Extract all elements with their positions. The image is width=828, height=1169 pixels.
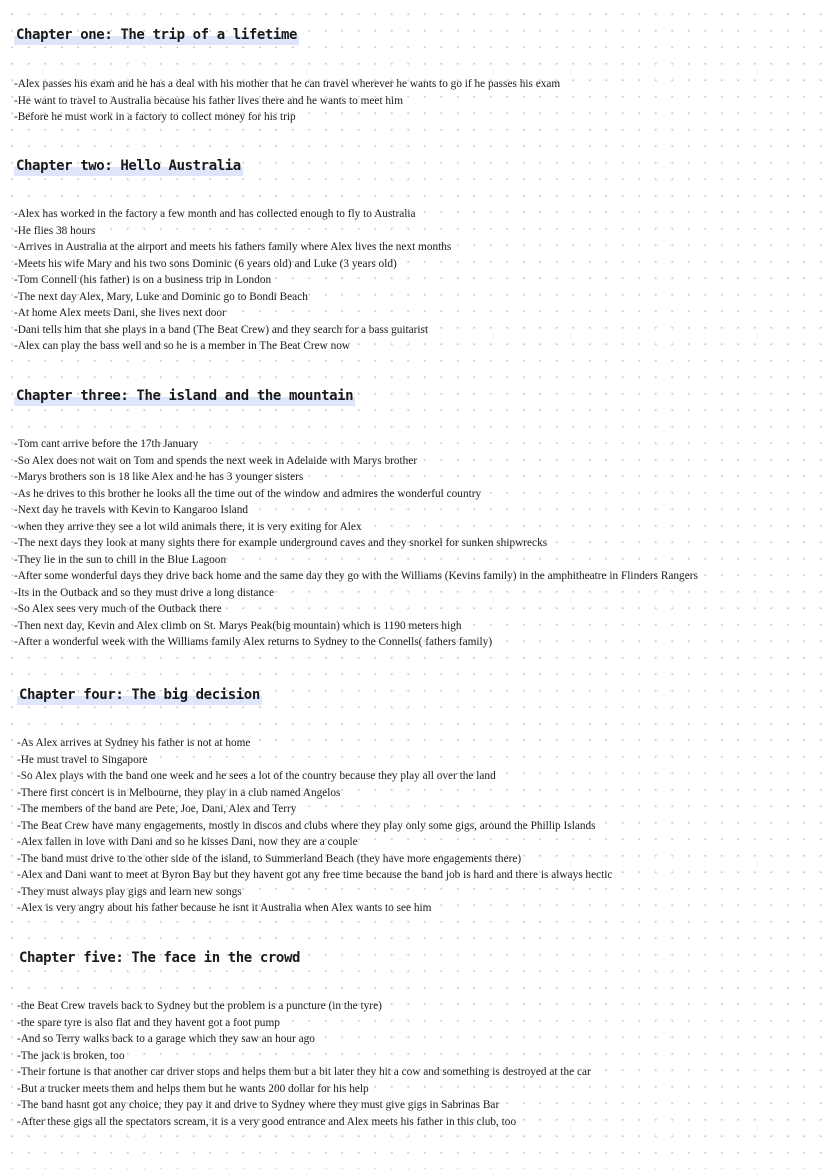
note-line: -As Alex arrives at Sydney his father is not at home — [17, 737, 251, 749]
note-line: -Alex and Dani want to meet at Byron Bay but they havent got any free time because the band job is hard and there is always hectic — [17, 869, 613, 881]
note-line: -So Alex plays with the band one week and he sees a lot of the country because they play all over the land — [17, 770, 496, 782]
note-line: -Before he must work in a factory to collect money for his trip — [14, 111, 296, 123]
chapter-five — [17, 948, 817, 1128]
note-line: -The next day Alex, Mary, Luke and Dominic go to Bondi Beach — [14, 290, 308, 303]
note-line: -Tom Connell (his father) is on a business trip in London — [14, 274, 272, 286]
note-line: -They lie in the sun to chill in the Blue Lagoon — [14, 553, 227, 566]
note-line: -Alex passes his exam and he has a deal with his mother that he can travel wherever he wants to go if he passes his exam — [14, 78, 561, 90]
note-line: -Then next day, Kevin and Alex climb on St. Marys Peak(big mountain) which is 1190 meters high — [14, 619, 462, 632]
note-line: -Alex fallen in love with Dani and so he kisses Dani, now they are a couple — [17, 836, 358, 848]
chapter-four — [17, 685, 817, 914]
note-line: -He want to travel to Australia because his father lives there and he wants to meet him — [14, 94, 403, 107]
note-line: -Dani tells him that she plays in a band (The Beat Crew) and they search for a bass guitarist — [14, 323, 429, 336]
note-line: -He flies 38 hours — [14, 224, 96, 237]
note-line: -The members of the band are Pete, Joe, Dani, Alex and Terry — [17, 803, 297, 815]
note-line: -Alex can play the bass well and so he is a member in The Beat Crew now — [14, 340, 351, 352]
chapter-title: Chapter one: The trip of a lifetime — [16, 27, 298, 43]
note-line: -After these gigs all the spectators scream, it is a very good entrance and Alex meets his father in this club, too — [17, 1115, 517, 1128]
note-line: -There first concert is in Melbourne, they play in a club named Angelos — [17, 786, 341, 799]
note-line: -the spare tyre is also flat and they havent got a foot pump — [17, 1016, 280, 1029]
chapter-notes — [14, 206, 451, 355]
note-line: -Next day he travels with Kevin to Kangaroo Island — [14, 504, 249, 516]
note-line: -After some wonderful days they drive back home and the same day they go with the Williams (Kevins family) in the amphitheatre in Flinders Rangers — [14, 570, 698, 582]
note-line: -So Alex does not wait on Tom and spends the next week in Adelaide with Marys brother — [14, 454, 418, 467]
chapter-notes — [14, 436, 698, 651]
chapter-two — [14, 156, 814, 352]
chapter-notes — [14, 76, 560, 126]
note-line: -And so Terry walks back to a garage which they saw an hour ago — [17, 1033, 315, 1045]
note-line: -Alex is very angry about his father because he isnt it Australia when Alex wants to see him — [17, 902, 432, 914]
note-line: -Its in the Outback and so they must drive a long distance — [14, 586, 275, 599]
chapter-notes — [17, 998, 591, 1130]
note-line: -The next days they look at many sights there for example underground caves and they snorkel for sunken shipwrecks — [14, 537, 548, 549]
note-line: -Tom cant arrive before the 17th January — [14, 438, 199, 450]
chapter-title: Chapter four: The big decision — [19, 687, 260, 703]
note-line: -when they arrive they see a lot wild animals there, it is very exiting for Alex — [14, 520, 362, 533]
note-line: -The band hasnt got any choice, they pay it and drive to Sydney where they must give gigs in Sabrinas Bar — [17, 1099, 500, 1111]
note-line: -Meets his wife Mary and his two sons Dominic (6 years old) and Luke (3 years old) — [14, 257, 397, 270]
note-line: -After a wonderful week with the Williams family Alex returns to Sydney to the Connells( fathers family) — [14, 636, 493, 648]
chapter-notes — [17, 735, 612, 917]
note-line: -Marys brothers son is 18 like Alex and he has 3 younger sisters — [14, 471, 304, 483]
note-line: -The Beat Crew have many engagements, mostly in discos and clubs where they play only some gigs, around the Phillip Islands — [17, 819, 596, 832]
note-line: -Their fortune is that another car driver stops and helps them but a bit later they hit a cow and something is destroyed at the car — [17, 1066, 591, 1078]
note-line: -Alex has worked in the factory a few month and has collected enough to fly to Australia — [14, 208, 416, 220]
note-line: -Arrives in Australia at the airport and meets his fathers family where Alex lives the next months — [14, 241, 452, 253]
note-line: -The jack is broken, too — [17, 1049, 125, 1062]
note-line: -But a trucker meets them and helps them but he wants 200 dollar for his help — [17, 1082, 369, 1095]
note-line: -The band must drive to the other side of the island, to Summerland Beach (they have more engagements there) — [17, 852, 522, 865]
note-line: -So Alex sees very much of the Outback there — [14, 603, 222, 615]
note-line: -They must always play gigs and learn new songs — [17, 885, 242, 898]
chapter-three — [14, 386, 814, 648]
note-line: -He must travel to Singapore — [17, 753, 148, 766]
chapter-title: Chapter five: The face in the crowd — [19, 950, 301, 966]
chapter-title: Chapter two: Hello Australia — [16, 158, 241, 174]
chapter-title: Chapter three: The island and the mountain — [16, 388, 354, 404]
note-line: -the Beat Crew travels back to Sydney but the problem is a puncture (in the tyre) — [17, 1000, 382, 1012]
note-line: -As he drives to this brother he looks all the time out of the window and admires the wonderful country — [14, 487, 482, 500]
chapter-one — [14, 25, 814, 123]
note-line: -At home Alex meets Dani, she lives next door — [14, 307, 226, 319]
